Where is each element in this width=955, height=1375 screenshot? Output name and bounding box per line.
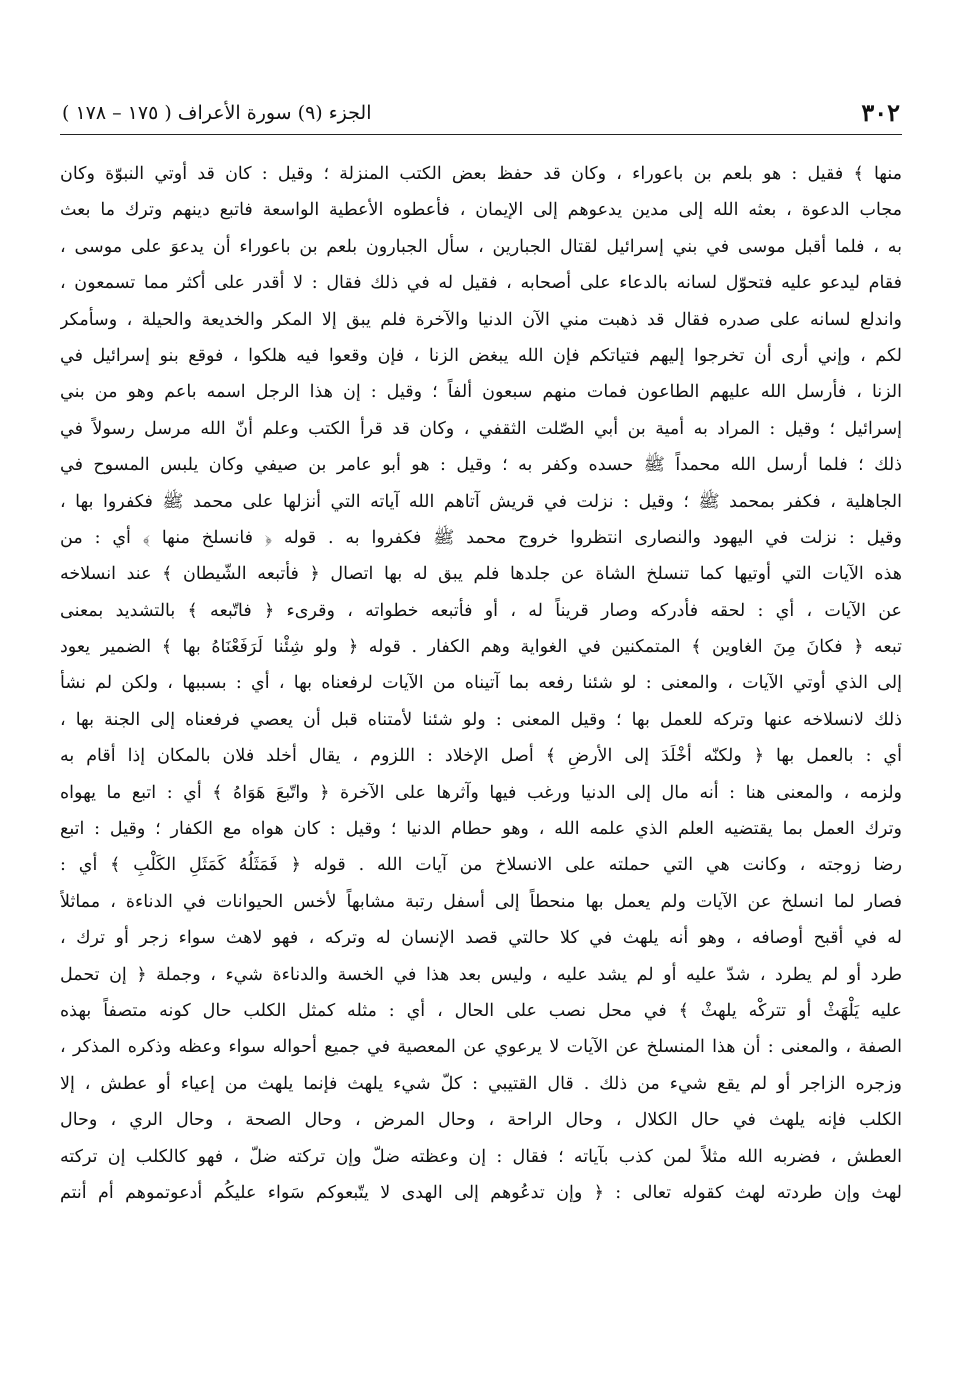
- text-line: له في أقبح أوصافه ، وهو أنه يلهث في كلا حالتي قصد الإنسان له وتركه ، فهو لاهث سواء زجر أو ترك ،: [60, 928, 902, 949]
- text-line: ولزمه ، والمعنى هنا : أنه مال إلى الدنيا ورغب فيها وآثرها على الآخرة ﴿ واتّبعَ هَوَاهُ ﴾ أي : اتبع ما يهواه: [60, 782, 902, 803]
- text-line: أي : بالعمل بها ﴿ ولكنّه أخْلَدَ إلى الأرضِ ﴾ أصل الإخلاد : اللزوم ، يقال أخلد فلان بالمكان إذا أقام به: [60, 746, 902, 767]
- text-line: إلى الذي أوتي الآيات ، والمعنى : لو شئنا رفعه بما آتيناه من الآيات لرفعناه بها ، أي : بسببها ، ولكن لم نشأ: [60, 673, 902, 694]
- text-line: هذه الآيات التي أوتيها كما تنسلخ الشاة عن جلدها فلم يبق له بها اتصال ﴿ فأتبعه الشّيطان ﴾ عند انسلاخه: [60, 564, 902, 585]
- text-line: لكم ، وإني أرى أن تخرجوا إليهم فتياتكم فإن الله يبغض الزنا ، فإن وقعوا فيه هلكوا ، فوقع بنو إسرائيل في: [60, 345, 902, 366]
- text-line: الجاهلية ، فكفر بمحمد ﷺ ؛ وقيل : نزلت في قريش آتاهم الله آياته التي أنزلها على محمد ﷺ فكفروا بها ،: [60, 491, 902, 512]
- text-line: تبعه ﴿ فكانَ مِنَ الغاوين ﴾ المتمكنين في الغواية وهم الكفار . قوله ﴿ ولو شِئْنا لَرَفَعْنَاهُ بها ﴾ الضمير يعود: [60, 637, 902, 658]
- text-line: منها ﴾ فقيل : هو بلعم بن باعوراء ، وكان قد حفظ بعض الكتب المنزلة ؛ وقيل : كان قد أوتي النبوّة وكان: [60, 164, 902, 184]
- text-line: فصار لما انسلخ عن الآيات ولم يعمل بها منحطاً إلى أسفل رتبة مشابهاً لأخس الحيوانات في الدناءة ، مماثلاً: [60, 891, 902, 912]
- running-title: الجزء (٩) سورة الأعراف ( ١٧٥ – ١٧٨ ): [62, 102, 372, 124]
- text-line: طرد أو لم يطرد ، شدّ عليه أو لم يشد عليه ، وليس بعد هذا في الخسة والدناءة شيء ، وجملة ﴿ إن تحمل: [60, 964, 902, 985]
- text-line: عن الآيات ، أي : لحقه فأدركه وصار قريناً له ، أو فأتبعه خطواته ، وقرىء ﴿ فاتّبعه ﴾ بالتشديد بمعنى: [60, 600, 902, 621]
- text-line: رضا زوجته ، وكانت هي التي حملته على الانسلاخ من آيات الله . قوله ﴿ فَمَثَلُهُ كَمَثَلِ الكَلْبِ ﴾ أي :: [60, 855, 902, 876]
- body-text: [60, 156, 902, 1211]
- text-line: الكلب فإنه يلهث في حال الكلال ، وحال الراحة ، وحال المرض ، وحال الصحة ، وحال الري ، وحال: [60, 1110, 902, 1131]
- text-line: وترك العمل بما يقتضيه العلم الذي علمه الله ، وهو حطام الدنيا ؛ وقيل : كان هواه مع الكفار ؛ وقيل : اتبع: [60, 819, 902, 840]
- text-line: عليه يَلْهَثْ أو تتركْه يلهثْ ﴾ في محل نصب على الحال ، أي : مثله كمثل الكلب حال كونه متصفاً بهذه: [60, 1000, 902, 1021]
- text-line: مجاب الدعوة ، بعثه الله إلى مدين يدعوهم إلى الإيمان ، فأعطوه الأعطية الواسعة فاتبع دينهم وترك ما بعث: [60, 200, 902, 221]
- text-line: العطش ، فضربه الله مثلاً لمن كذب بآياته ؛ فقال : إن وعظته ضلّ وإن تركته ضلّ ، فهو كالكلب إن تركته: [60, 1146, 902, 1167]
- text-line: واندلع لسانه على صدره فقال قد ذهبت مني الآن الدنيا والآخرة فلم يبق إلا المكر والخديعة والحيلة ، وسأمكر: [60, 309, 902, 330]
- text-line: لهث وإن طردته لهث كقوله تعالى : ﴿ وإن تدعُوهم إلى الهدى لا يتّبعوكم سَواء عليكُم أدعوتموهم أم أنتم: [60, 1182, 902, 1203]
- header-divider: [60, 134, 902, 135]
- text-line: ذلك لانسلاخه عنها وتركه للعمل بها ؛ وقيل المعنى : ولو شئنا لأمتناه قبل أن يعصي فرفعناه إلى الجنة بها ،: [60, 709, 902, 730]
- text-line: به ، فلما أقبل موسى في بني إسرائيل لقتال الجبارين ، سأل الجبارون بلعم بن باعوراء أن يدعوَ على موسى ،: [60, 236, 902, 257]
- page-header: [62, 92, 900, 132]
- text-line: وقيل : نزلت في اليهود والنصارى انتظروا خروج محمد ﷺ فكفروا به . قوله ﴿ فانسلخ منها ﴾ أي : من: [60, 527, 902, 548]
- text-line: الزنا ، فأرسل الله عليهم الطاعون فمات منهم سبعون ألفاً ؛ وقيل : إن هذا الرجل اسمه باعم وهو من بني: [60, 382, 902, 403]
- text-line: فقام ليدعو عليه فتحوّل لسانه بالدعاء على أصحابه ، فقيل له في ذلك فقال : لا أقدر على أكثر مما تسمعون ،: [60, 273, 902, 294]
- text-line: وزجره الزاجر أو لم يقع شيء من ذلك . قال القتيبي : كلّ شيء يلهث فإنما يلهث من إعياء أو عطش ، إلا: [60, 1073, 902, 1094]
- page-number: ٣٠٢: [861, 98, 900, 127]
- text-line: إسرائيل ؛ وقيل : المراد به أمية بن أبي الصّلت الثقفي ، وكان قد قرأ الكتب وعلم أنّ الله مرسل رسولاً في: [60, 418, 902, 439]
- text-line: الصفة ، والمعنى : أن هذا المنسلخ عن الآيات لا يرعوي عن المعصية في جميع أحواله سواء وعظه وذكره المذكر ،: [60, 1037, 902, 1058]
- text-line: ذلك ؛ فلما أرسل الله محمداً ﷺ حسده وكفر به ؛ وقيل : هو أبو عامر بن صيفي وكان يلبس المسوح في: [60, 455, 902, 476]
